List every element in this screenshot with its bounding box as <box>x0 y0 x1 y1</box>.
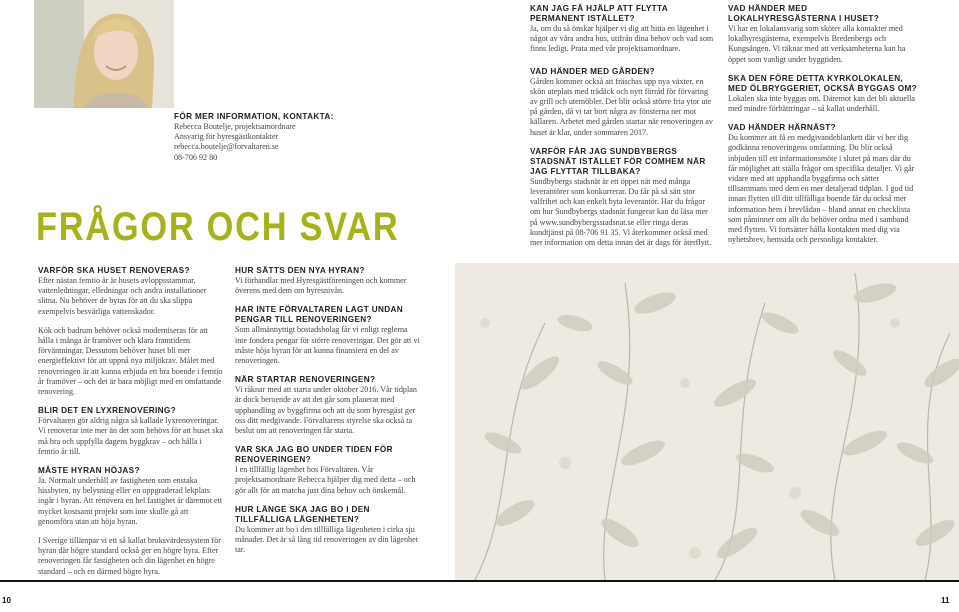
faq-answer: I Sverige tillämpar vi ett så kallat bruksvärdessystem för hyran där högre standard också ger en högre hyra. Efter renoveringen får fastigheten och din lägenhet en högre standard – och en därmed högre hyra. <box>38 536 221 576</box>
faq-answer: Vi räknar med att starta under oktober 2016. Vår tidplan är dock beroende av att det går som planerat med upphandling av byggfirma och att du som hyresgäst ger oss ditt medgivande. Förvaltarens styrelse ska också ta beslut om att renoveringen får starta. <box>235 385 417 436</box>
faq-answer: I en tillfällig lägenhet hos Förvaltaren. Vår projektsamordnare Rebecca hjälper dig med detta – och gör allt för att matcha just dina behov och önskemål. <box>235 465 416 495</box>
faq-question: HUR SÄTTS DEN NYA HYRAN? <box>235 266 365 275</box>
leaf-wallpaper-image <box>455 263 959 580</box>
faq-answer: Gården kommer också att fräschas upp nya växter, en skön uteplats med trädäck och nytt förråd för förvaring av grill och utemöbler. Det blir också större fria ytor ute på gården, då vi tar bort några av fönsterna ner mot källaren. Arbetet med gården startar när renoveringen av huset är klar, under sommaren 2017. <box>530 76 713 137</box>
faq-question: SKA DEN FÖRE DETTA KYRKOLOKALEN, MED ÖLBRYGGERIET, OCKSÅ BYGGAS OM? <box>728 73 918 93</box>
faq-question: VARFÖR FÅR JAG SUNDBYBERGS STADSNÄT ISTÄLLET FÖR COMHEM NÄR JAG FLYTTAR TILLBAKA? <box>530 146 706 176</box>
faq-answer: Efter nästan femtio år är husets avloppsstammar, vattenledningar, elledningar och andra installationer slitna. Nu behöver de bytas för att du ska slippa exempelvis besvärliga vattenskador. <box>38 276 207 316</box>
faq-answer: Vi har en lokalansvarig som sköter alla kontakter med lokalhyresgästerna, exempelvis Bredenbergs och Kungsängen. Vi räknar med att verksamheterna kan ha öppet som vanligt under byggtiden. <box>728 24 906 64</box>
faq-question: KAN JAG FÅ HJÄLP ATT FLYTTA PERMANENT ISTÄLLET? <box>530 4 668 23</box>
portrait-photo <box>34 0 174 108</box>
faq-column-top-right <box>728 4 918 254</box>
faq-question: HUR LÄNGE SKA JAG BO I DEN TILLFÄLLIGA LÄGENHETEN? <box>235 504 370 524</box>
contact-line: Ansvarig för hyresgästkontakter <box>174 132 279 142</box>
faq-answer: Förvaltaren gör aldrig några så kallade lyxrenoveringar. Vi renoverar inte mer än det som behövs för att huset ska må bra och uppfylla dagens byggkrav – och hålla i femtio år till. <box>38 416 223 456</box>
faq-question: VAD HÄNDER MED LOKALHYRESGÄSTERNA I HUSET? <box>728 4 880 23</box>
contact-line: Rebecca Boutelje, projektsamordnare <box>174 122 296 131</box>
faq-answer: Kök och badrum behöver också moderniseras för att hålla i många år framöver och klara framtidens förväntningar. Dessutom behöver huset bli mer energieffektivt för att uppnå nya miljökrav. Målet med renoveringen är att kunna erbjuda ett bra boende i femtio år framöver – och det är bara möjligt med en omfattande renovering. <box>38 325 223 397</box>
faq-column-bottom-middle <box>235 266 420 564</box>
faq-question: VAD HÄNDER HÄRNÄST? <box>728 123 836 133</box>
contact-email[interactable]: rebecca.boutelje@forvaltaren.se <box>174 142 279 152</box>
faq-answer: Ja, om du så önskar hjälper vi dig att hitta en lägenhet i något av våra andra hus, utifrån dina behov och vad som finns ledigt. Prata med vår projektsamordnare. <box>530 24 714 54</box>
faq-column-top-middle <box>530 4 715 257</box>
faq-answer: Som allmännyttigt bostadsbolag får vi enligt reglerna inte fondera pengar för större renoveringar. Det gör att vi måste höja hyran för att kunna finansiera en del av renoveringen. <box>235 325 420 366</box>
faq-answer: Du kommer att bo i den tillfälliga lägenheten i cirka sju månader. Det är så lång tid renoveringen av din lägenhet tar. <box>235 524 418 555</box>
footer-rule <box>0 580 959 582</box>
faq-question: NÄR STARTAR RENOVERINGEN? <box>235 375 376 385</box>
faq-answer: Vi förhandlar med Hyresgästföreningen och kommer överens med dem om hyresnivån. <box>235 276 407 296</box>
page-number-right: 11 <box>941 596 950 605</box>
faq-question: VAR SKA JAG BO UNDER TIDEN FÖR RENOVERINGEN? <box>235 445 393 465</box>
faq-question: VAD HÄNDER MED GÅRDEN? <box>530 66 655 76</box>
faq-question: MÅSTE HYRAN HÖJAS? <box>38 466 140 476</box>
faq-answer: Du kommer att få en medgivandeblankett där vi ber dig godkänna renoveringens omfattning. Du blir också inbjuden till ett informationsmöte i slutet på mars där du får möjlighet att ställa frågor om specifika detaljer. Vi går vidare med att upphandla byggfirma och sätter tillsammans med dem en mer detaljerad tidplan. I god tid innan flytten till ditt tillfälliga boende får du också mer information hem i brevlådan – bland annat en checklista som påminner om allt du behöver ordna med i samband med flytten. Vi fortsätter hålla kontakten med dig via nyhetsbrev, hemsida och personliga kontakter. <box>728 133 915 245</box>
contact-heading: FÖR MER INFORMATION, KONTAKTA: <box>174 112 334 121</box>
page-title: FRÅGOR OCH SVAR <box>36 205 400 249</box>
faq-column-bottom-left <box>38 266 223 586</box>
faq-answer: Lokalen ska inte byggas om. Däremot kan det bli aktuella med mindre förbättringar – så kallat underhåll. <box>728 93 916 114</box>
faq-question: VARFÖR SKA HUSET RENOVERAS? <box>38 266 190 275</box>
faq-answer: Sundbybergs stadsnät är ett öppet nät med många leverantörer som konkurrerar. Du får på så sätt stor valfrihet och kan enkelt byta leverantör. Har du frågor om hur Sundbybergs stadsnät fungerar kan du läsa mer på www.sundbybergsstadsnat.se eller ringa deras kundtjänst på 08-706 91 35. Vi återkommer också med mer information om detta innan det är dags för återflytt. <box>530 176 712 248</box>
contact-block <box>174 112 334 163</box>
contact-phone: 08-706 92 80 <box>174 152 218 162</box>
faq-question: HAR INTE FÖRVALTAREN LAGT UNDAN PENGAR TILL RENOVERINGEN? <box>235 305 404 325</box>
faq-answer: Ja. Normalt underhåll av fastigheten som enstaka hissbyten, ny belysning eller en uppgraderad lekplats ingår i hyran. Att renovera en hel fastighet är däremot ett mycket kostsamt projekt som inte skulle gå att genomföra utan att höja hyran. <box>38 476 223 526</box>
faq-question: BLIR DET EN LYXRENOVERING? <box>38 406 176 416</box>
page-number-left: 10 <box>2 596 11 605</box>
